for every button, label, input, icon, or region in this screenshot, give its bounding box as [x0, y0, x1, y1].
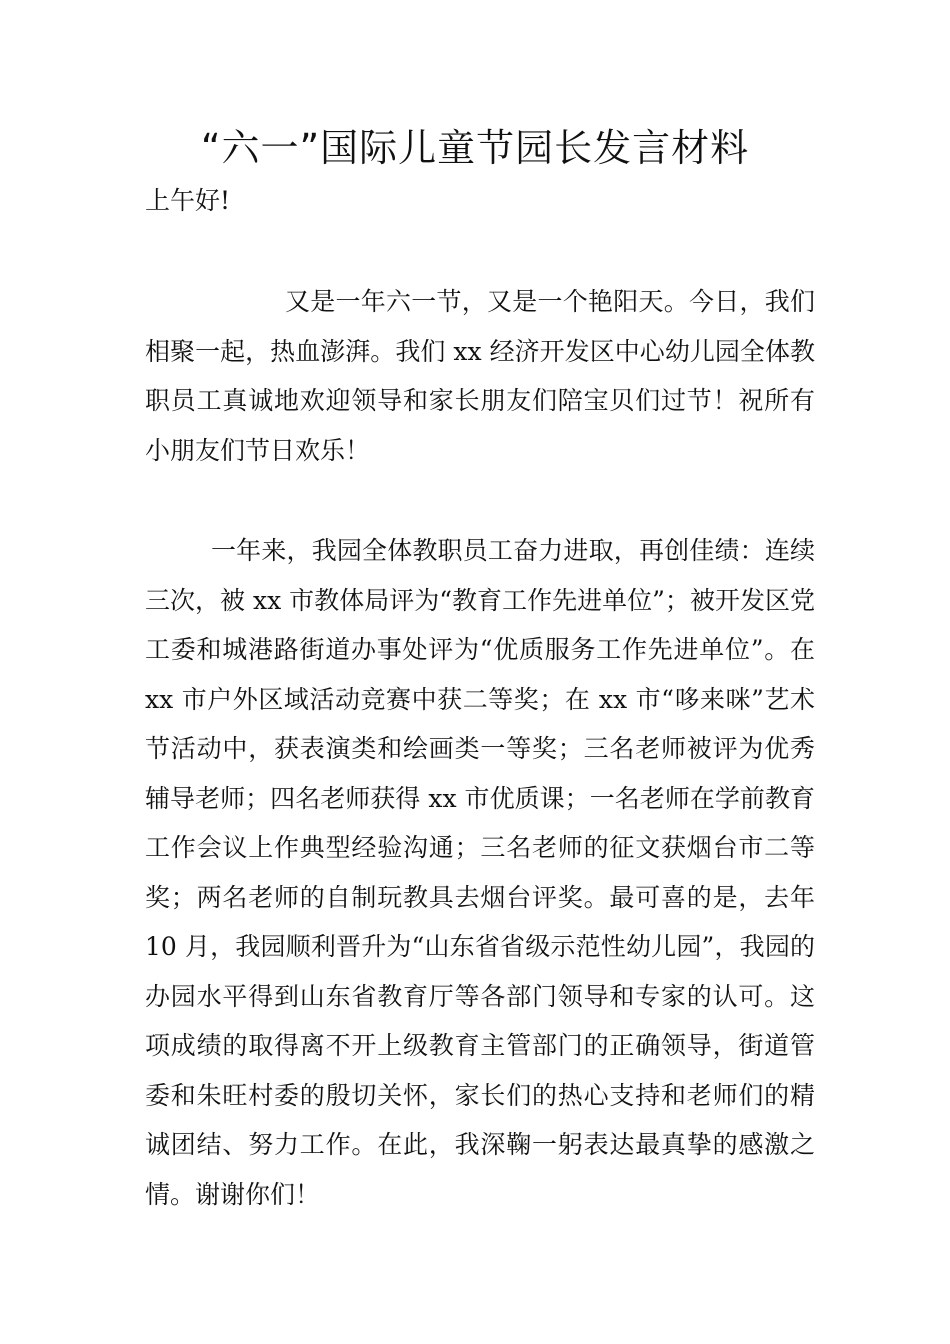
- document-title: “六一”国际儿童节园长发言材料: [200, 126, 750, 170]
- paragraph-achievements: 一年来，我园全体教职员工奋力进取，再创佳绩：连续三次，被 xx 市教体局评为“教育工作先进单位”；被开发区党工委和城港路街道办事处评为“优质服务工作先进单位”。在 xx 市户外区域活动竞赛中获二等奖；在 xx 市“哆来咪”艺术节活动中，获表演类和绘画类一等奖；三名老师被评为优秀辅导老师；四名老师获得 xx 市优质课；一名老师在学前教育工作会议上作典型经验沟通；三名老师的征文获烟台市二等奖；两名老师的自制玩教具去烟台评奖。最可喜的是，去年 10 月，我园顺利晋升为“山东省省级示范性幼儿园”，我园的办园水平得到山东省教育厅等各部门领导和专家的认可。这项成绩的取得离不开上级教育主管部门的正确领导，街道管委和朱旺村委的殷切关怀，家长们的热心支持和老师们的精诚团结、努力工作。在此，我深鞠一躬表达最真挚的感激之情。谢谢你们！: [145, 536, 815, 1209]
- paragraph-opening: 又是一年六一节，又是一个艳阳天。今日，我们相聚一起，热血澎湃。我们 xx 经济开发区中心幼儿园全体教职员工真诚地欢迎领导和家长朋友们陪宝贝们过节！祝所有小朋友们节日欢乐！: [145, 287, 815, 465]
- greeting-line: 上午好!: [145, 186, 231, 215]
